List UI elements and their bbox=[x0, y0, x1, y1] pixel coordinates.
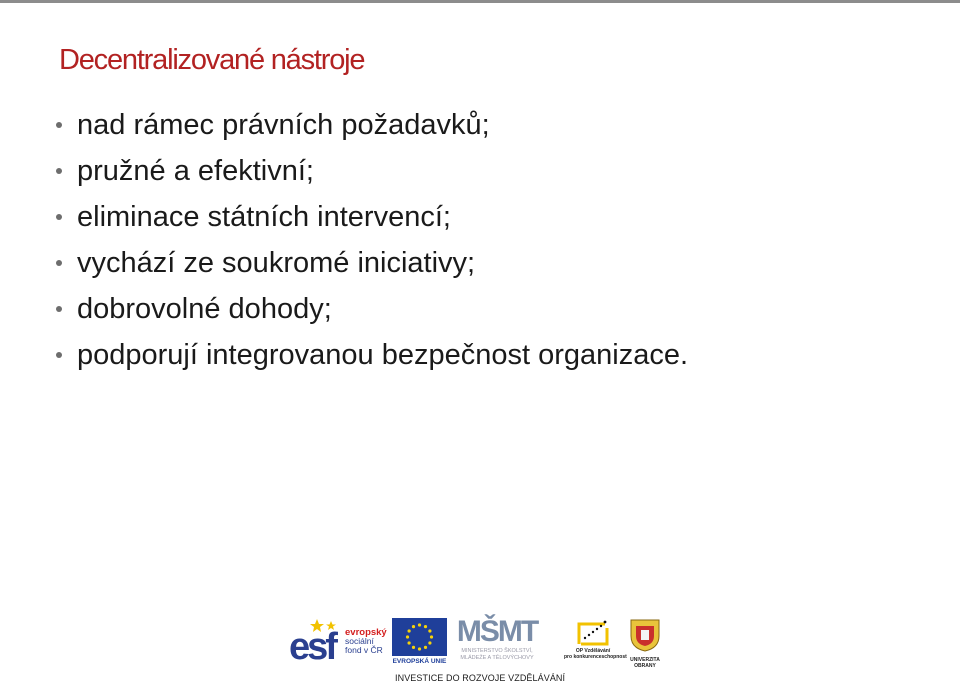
esf-letters: esf bbox=[289, 626, 335, 668]
eu-logo bbox=[392, 618, 447, 668]
msmt-line1: MINISTERSTVO ŠKOLSTVÍ, bbox=[461, 648, 533, 654]
bullet-dot-icon bbox=[56, 306, 62, 312]
op-logo bbox=[564, 618, 627, 668]
bullet-text: nad rámec právních požadavků; bbox=[77, 109, 490, 141]
eu-label: EVROPSKÁ UNIE bbox=[392, 658, 447, 665]
unob-logo bbox=[622, 616, 668, 668]
bullet-dot-icon bbox=[56, 122, 62, 128]
msmt-logo bbox=[452, 616, 542, 668]
bullet-dot-icon bbox=[56, 352, 62, 358]
esf-line1: evropský bbox=[345, 627, 387, 638]
esf-line2: sociální bbox=[345, 636, 374, 646]
investice-tagline: INVESTICE DO ROZVOJE VZDĚLÁVÁNÍ bbox=[395, 673, 566, 683]
bullet-item bbox=[56, 332, 688, 378]
bullet-item bbox=[56, 240, 688, 286]
bullet-dot-icon bbox=[56, 260, 62, 266]
op-mark-icon bbox=[575, 618, 611, 648]
slide-title: Decentralizované nástroje bbox=[59, 44, 365, 76]
bullet-dot-icon bbox=[56, 214, 62, 220]
bullet-text: podporují integrovanou bezpečnost organizace. bbox=[77, 339, 689, 371]
bullet-item bbox=[56, 102, 688, 148]
bullet-text: eliminace státních intervencí; bbox=[77, 201, 451, 233]
esf-line3: fond v ČR bbox=[345, 645, 383, 655]
esf-logo bbox=[289, 618, 387, 668]
msmt-mark: MŠMT bbox=[456, 615, 538, 648]
top-rule bbox=[0, 0, 960, 3]
op-line1: OP Vzdělávání bbox=[575, 648, 611, 654]
unob-line1: UNIVERZITA bbox=[630, 657, 660, 663]
bullet-item bbox=[56, 194, 688, 240]
bullet-text: dobrovolné dohody; bbox=[77, 293, 332, 325]
op-line2: pro konkurenceschopnost bbox=[564, 654, 627, 660]
bullet-item bbox=[56, 286, 688, 332]
eu-flag-icon bbox=[392, 618, 447, 656]
shield-icon bbox=[622, 616, 668, 652]
bullet-text: vychází ze soukromé iniciativy; bbox=[77, 247, 476, 279]
bullet-dot-icon bbox=[56, 168, 62, 174]
partner-logos bbox=[289, 614, 669, 670]
bullet-text: pružné a efektivní; bbox=[77, 155, 314, 187]
unob-line2: OBRANY bbox=[634, 663, 656, 669]
bullet-list bbox=[56, 102, 688, 378]
bullet-item bbox=[56, 148, 688, 194]
msmt-line2: MLÁDEŽE A TĚLOVÝCHOVY bbox=[460, 655, 534, 661]
esf-text bbox=[345, 628, 387, 655]
